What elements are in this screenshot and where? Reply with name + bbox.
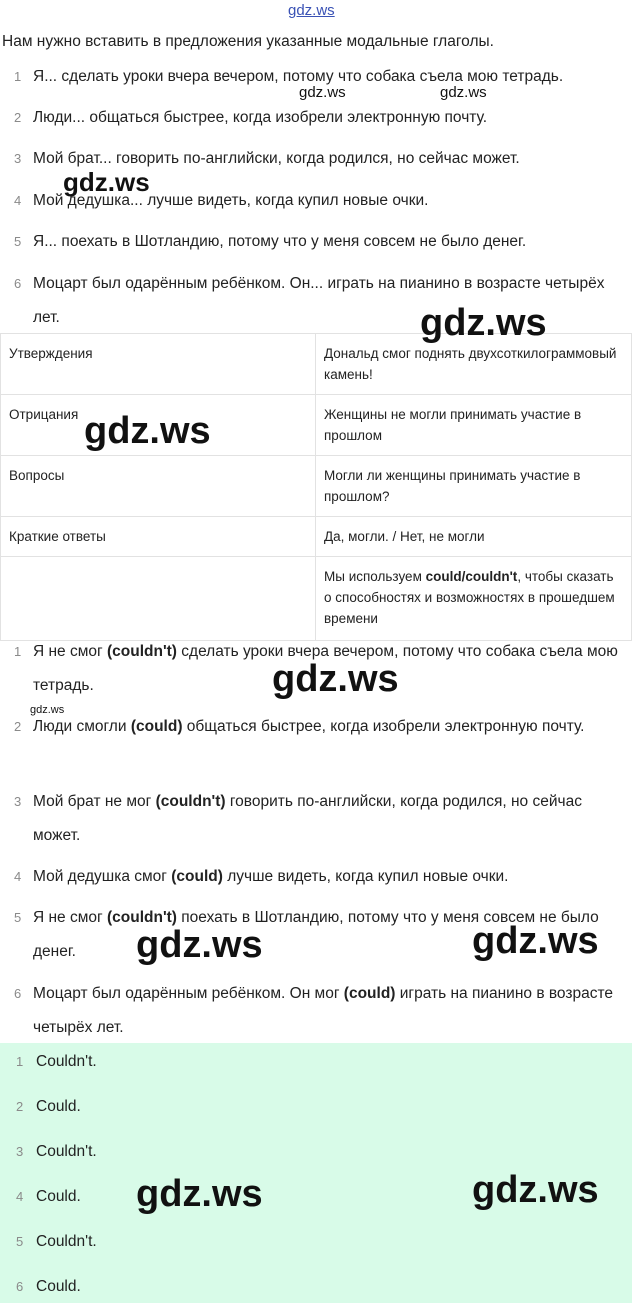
item-number: 3 (14, 794, 22, 809)
watermark-link[interactable]: gdz.ws (288, 2, 335, 19)
item-number: 1 (14, 69, 22, 84)
item-text: Мой дедушка смог (could) лучше видеть, когда купил новые очки. (33, 868, 509, 885)
answer-text: Could. (36, 1278, 81, 1295)
answer-text: Couldn't. (36, 1143, 97, 1160)
watermark: gdz.ws (63, 167, 150, 197)
note-before: Мы используем (324, 569, 426, 584)
item-text: Моцарт был одарённым ребёнком. Он мог (could) играть на пианино в возрасте четырёх лет. (33, 985, 614, 1036)
table-row (1, 517, 632, 557)
task-intro: Нам нужно вставить в предложения указанные модальные глаголы. (2, 33, 494, 50)
item-text: Мой дедушка... лучше видеть, когда купил новые очки. (33, 192, 429, 209)
row-value: Могли ли женщины принимать участие в прошлом? (316, 456, 632, 517)
row-label: Вопросы (1, 456, 316, 517)
item-number: 6 (14, 276, 22, 291)
item-text: Моцарт был одарённым ребёнком. Он... играть на пианино в возрасте четырёх лет. (33, 275, 605, 326)
item-number: 2 (16, 1099, 24, 1114)
list-item (0, 1045, 632, 1079)
item-number: 3 (16, 1144, 24, 1159)
watermark: gdz.ws (440, 84, 487, 101)
answer-text: Couldn't. (36, 1233, 97, 1250)
item-text: Люди... общаться быстрее, когда изобрели электронную почту. (33, 109, 488, 126)
item-text: Я не смог (couldn't) сделать уроки вчера вечером, потому что собака съела мою тетрадь. (33, 643, 618, 694)
item-number: 5 (14, 910, 22, 925)
row-value: Женщины не могли принимать участие в прошлом (316, 395, 632, 456)
list-item (0, 1225, 632, 1259)
row-label: Утверждения (1, 334, 316, 395)
answer-text: Could. (36, 1188, 81, 1205)
item-number: 6 (16, 1279, 24, 1294)
note-bold: could/couldn't (425, 569, 518, 584)
row-label: Отрицания (1, 395, 316, 456)
note-after: , чтобы сказать о способностях и возможностях в прошедшем времени (324, 569, 615, 626)
list-item (0, 1090, 632, 1124)
item-text: Я не смог (couldn't) поехать в Шотландию, потому что у меня совсем не было денег. (33, 909, 599, 960)
item-number: 2 (14, 719, 22, 734)
item-number: 4 (14, 193, 22, 208)
watermark: gdz.ws (136, 924, 263, 966)
table-row (1, 557, 632, 641)
item-text: Я... сделать уроки вчера вечером, потому что собака съела мою тетрадь. (33, 68, 564, 85)
item-number: 4 (16, 1189, 24, 1204)
watermark: gdz.ws (472, 920, 599, 962)
row-label: Краткие ответы (1, 517, 316, 557)
item-number: 5 (14, 234, 22, 249)
item-number: 6 (14, 986, 22, 1001)
grammar-note (316, 557, 632, 641)
watermark: gdz.ws (420, 302, 547, 344)
watermark: gdz.ws (136, 1173, 263, 1215)
watermark: gdz.ws (472, 1169, 599, 1211)
item-text: Мой брат не мог (couldn't) говорить по-английски, когда родился, но сейчас может. (33, 793, 582, 844)
item-text: Люди смогли (could) общаться быстрее, когда изобрели электронную почту. (33, 718, 585, 735)
item-number: 4 (14, 869, 22, 884)
item-text: Мой брат... говорить по-английски, когда родился, но сейчас может. (33, 150, 520, 167)
row-value: Да, могли. / Нет, не могли (316, 517, 632, 557)
item-number: 5 (16, 1234, 24, 1249)
row-value: Дональд смог поднять двухсоткилограммовый камень! (316, 334, 632, 395)
item-text: Я... поехать в Шотландию, потому что у меня совсем не было денег. (33, 233, 527, 250)
watermark: gdz.ws (299, 84, 346, 101)
item-number: 1 (16, 1054, 24, 1069)
answer-text: Couldn't. (36, 1053, 97, 1070)
watermark: gdz.ws (84, 410, 211, 452)
list-item (0, 1135, 632, 1169)
table-row (1, 456, 632, 517)
item-number: 2 (14, 110, 22, 125)
answer-text: Could. (36, 1098, 81, 1115)
item-number: 3 (14, 151, 22, 166)
row-label-empty (1, 557, 316, 641)
grammar-table (0, 333, 632, 641)
item-number: 1 (14, 644, 22, 659)
watermark: gdz.ws (272, 658, 399, 700)
watermark: gdz.ws (30, 704, 65, 716)
list-item (0, 1270, 632, 1304)
